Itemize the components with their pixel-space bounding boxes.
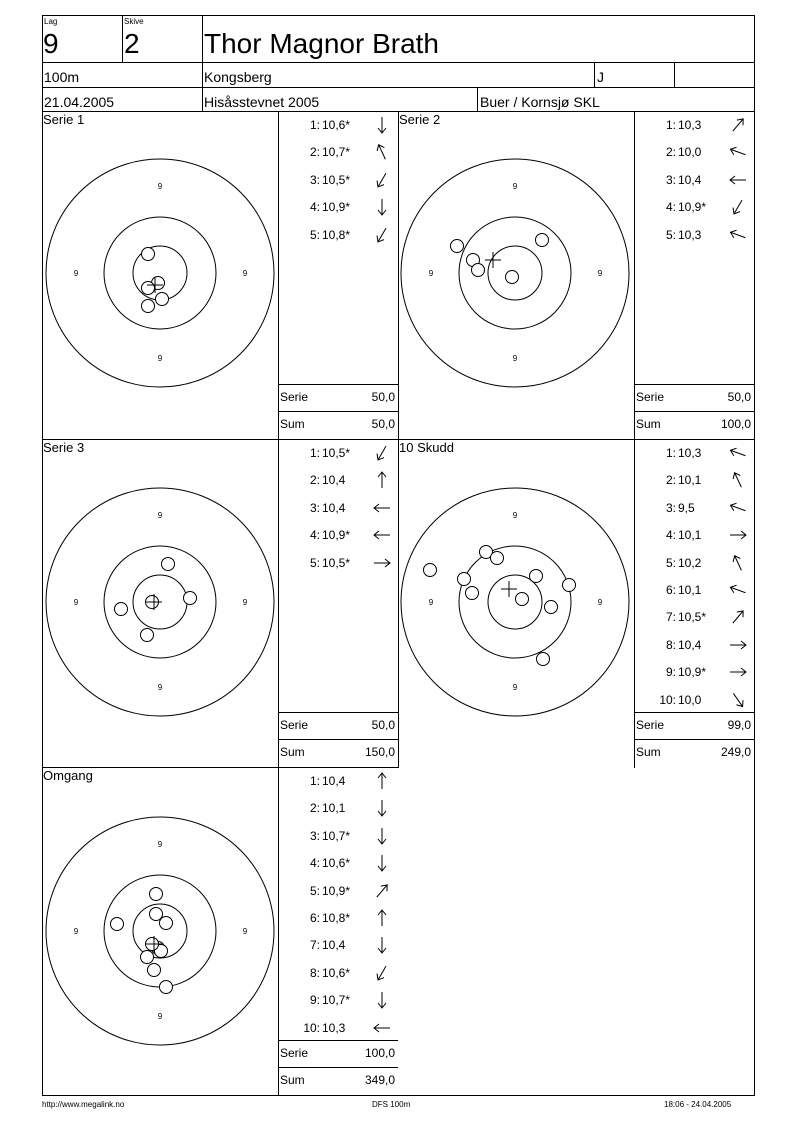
- serie-value: 50,0: [727, 390, 751, 404]
- shot-hole: [111, 918, 124, 931]
- shot-number: 4:: [665, 528, 676, 543]
- shot-row: [634, 115, 754, 135]
- shot-hole: [141, 629, 154, 642]
- sum-label: Sum: [280, 1073, 305, 1087]
- ring-label: 9: [242, 598, 248, 607]
- date: 21.04.2005: [44, 94, 115, 110]
- direction-arrow-icon: [373, 991, 391, 1009]
- ring-label: 9: [428, 598, 434, 607]
- shot-number: 4:: [309, 528, 320, 543]
- shot-hole: [537, 653, 550, 666]
- shot-row: [278, 853, 398, 873]
- sum-value: 150,0: [364, 745, 395, 759]
- direction-arrow-icon: [729, 663, 747, 681]
- shot-row: [278, 443, 398, 463]
- shot-number: 7:: [309, 938, 320, 953]
- direction-arrow-icon: [729, 554, 747, 572]
- shot-row: [278, 553, 398, 573]
- distance: 100m: [44, 69, 80, 85]
- direction-arrow-icon: [373, 827, 391, 845]
- footer-program: DFS 100m: [372, 1100, 411, 1109]
- shot-hole: [141, 951, 154, 964]
- direction-arrow-icon: [729, 471, 747, 489]
- direction-arrow-icon: [729, 226, 747, 244]
- shot-hole: [160, 917, 173, 930]
- shot-score: 10,7*: [322, 993, 351, 1008]
- shot-score: 10,4: [678, 637, 702, 652]
- lag-value: 9: [43, 28, 59, 59]
- ring-label: 9: [512, 354, 518, 363]
- shot-score: 10,3: [322, 1020, 346, 1035]
- club: Buer / Kornsjø SKL: [480, 94, 600, 110]
- sum-label: Sum: [280, 745, 305, 759]
- shot-score: 10,5*: [322, 446, 351, 460]
- sum-label: Sum: [636, 417, 661, 431]
- shot-hole: [530, 570, 543, 583]
- sum-label: Sum: [280, 417, 305, 431]
- shooter-name: Thor Magnor Brath: [204, 28, 439, 59]
- place: Kongsberg: [204, 69, 272, 85]
- shot-number: 7:: [665, 610, 676, 625]
- target-diagram: [395, 153, 635, 393]
- shot-number: 1:: [309, 118, 320, 132]
- shot-score: 10,9*: [322, 528, 351, 543]
- target-ring: [46, 817, 274, 1045]
- shot-score: 10,1: [678, 473, 702, 488]
- ring-label: 9: [242, 269, 248, 278]
- skive-label: Skive: [124, 17, 144, 26]
- direction-arrow-icon: [729, 608, 747, 626]
- ring-label: 9: [512, 182, 518, 191]
- ring-label: 9: [512, 511, 518, 520]
- direction-arrow-icon: [729, 198, 747, 216]
- shot-number: 5:: [309, 883, 320, 898]
- target-diagram: [40, 482, 280, 722]
- shot-score: 10,4: [322, 774, 346, 788]
- shot-number: 4:: [309, 856, 320, 871]
- shot-hole: [545, 601, 558, 614]
- shot-hole: [491, 552, 504, 565]
- shot-score: 10,9*: [678, 200, 707, 215]
- panel-title: Serie 2: [399, 112, 441, 127]
- serie-label: Serie: [280, 390, 309, 404]
- target-ring: [46, 159, 274, 387]
- shot-row: [634, 498, 754, 518]
- shot-hole: [536, 234, 549, 247]
- direction-arrow-icon: [729, 581, 747, 599]
- shot-number: 2:: [309, 473, 320, 488]
- shot-row: [278, 197, 398, 217]
- shot-row: [278, 170, 398, 190]
- serie-value: 99,0: [727, 718, 751, 732]
- shot-row: [278, 908, 398, 928]
- shot-row: [278, 881, 398, 901]
- panel-title: Serie 1: [43, 112, 85, 127]
- shot-hole: [142, 300, 155, 313]
- shot-row: [278, 990, 398, 1010]
- shot-row: [634, 170, 754, 190]
- serie-label: Serie: [636, 390, 665, 404]
- shot-number: 1:: [309, 774, 320, 788]
- shot-number: 5:: [309, 227, 320, 242]
- shot-score: 10,4: [322, 938, 346, 953]
- shot-row: [278, 963, 398, 983]
- ring-label: 9: [157, 840, 163, 849]
- shot-score: 10,4: [322, 500, 346, 515]
- shot-hole: [472, 264, 485, 277]
- sum-label: Sum: [636, 745, 661, 759]
- shot-number: 4:: [665, 200, 676, 215]
- shot-number: 3:: [665, 172, 676, 187]
- shot-hole: [150, 888, 163, 901]
- shot-score: 10,3: [678, 118, 702, 132]
- ring-label: 9: [157, 1012, 163, 1021]
- ring-label: 9: [242, 927, 248, 936]
- shot-number: 8:: [309, 965, 320, 980]
- shot-hole: [184, 592, 197, 605]
- shot-score: 10,7*: [322, 145, 351, 160]
- shot-score: 10,1: [678, 528, 702, 543]
- event: Hisåsstevnet 2005: [204, 94, 320, 110]
- ring-label: 9: [157, 511, 163, 520]
- shot-number: 3:: [665, 500, 676, 515]
- shot-number: 2:: [665, 473, 676, 488]
- target-ring: [401, 488, 629, 716]
- shot-number: 10:: [659, 692, 676, 707]
- serie-value: 50,0: [371, 390, 395, 404]
- shot-score: 10,9*: [322, 200, 351, 215]
- shot-row: [278, 826, 398, 846]
- shot-row: [278, 935, 398, 955]
- shot-row: [278, 142, 398, 162]
- shot-number: 9:: [309, 993, 320, 1008]
- shot-hole: [506, 271, 519, 284]
- shot-number: 10:: [303, 1020, 320, 1035]
- direction-arrow-icon: [373, 799, 391, 817]
- shot-number: 5:: [665, 555, 676, 570]
- ring-label: 9: [73, 927, 79, 936]
- shot-score: 10,0: [678, 145, 702, 160]
- shot-hole: [451, 240, 464, 253]
- shot-row: [634, 662, 754, 682]
- shot-score: 10,0: [678, 692, 702, 707]
- shot-row: [278, 470, 398, 490]
- ring-label: 9: [73, 598, 79, 607]
- ring-label: 9: [157, 182, 163, 191]
- direction-arrow-icon: [373, 471, 391, 489]
- shot-row: [634, 225, 754, 245]
- direction-arrow-icon: [729, 526, 747, 544]
- serie-label: Serie: [280, 718, 309, 732]
- direction-arrow-icon: [373, 909, 391, 927]
- direction-arrow-icon: [373, 116, 391, 134]
- lag-label: Lag: [44, 17, 58, 26]
- ring-label: 9: [512, 683, 518, 692]
- shot-hole: [156, 293, 169, 306]
- panel-title: 10 Skudd: [399, 440, 454, 455]
- direction-arrow-icon: [373, 143, 391, 161]
- shot-hole: [150, 908, 163, 921]
- shot-number: 9:: [665, 665, 676, 680]
- shot-number: 1:: [309, 446, 320, 460]
- shot-hole: [160, 981, 173, 994]
- panel-title: Omgang: [43, 768, 93, 783]
- shot-score: 10,3: [678, 227, 702, 242]
- shot-score: 10,9*: [678, 665, 707, 680]
- shot-hole: [516, 593, 529, 606]
- shot-row: [278, 225, 398, 245]
- skive-value: 2: [124, 28, 140, 59]
- direction-arrow-icon: [373, 444, 391, 462]
- shot-hole: [162, 558, 175, 571]
- shot-score: 10,4: [322, 473, 346, 488]
- shot-row: [634, 690, 754, 710]
- ring-label: 9: [157, 354, 163, 363]
- serie-label: Serie: [636, 718, 665, 732]
- shot-hole: [115, 603, 128, 616]
- shot-row: [634, 142, 754, 162]
- shot-number: 8:: [665, 637, 676, 652]
- direction-arrow-icon: [373, 198, 391, 216]
- serie-value: 50,0: [371, 718, 395, 732]
- direction-arrow-icon: [373, 964, 391, 982]
- shot-row: [634, 607, 754, 627]
- shot-number: 6:: [665, 583, 676, 597]
- shot-row: [278, 771, 398, 791]
- shot-hole: [466, 587, 479, 600]
- shot-score: 10,8*: [322, 911, 351, 925]
- shot-score: 10,4: [678, 172, 702, 187]
- serie-label: Serie: [280, 1046, 309, 1060]
- target-diagram: [40, 811, 280, 1051]
- shot-hole: [142, 248, 155, 261]
- ring-label: 9: [73, 269, 79, 278]
- footer-url[interactable]: http://www.megalink.no: [42, 1100, 125, 1109]
- shot-row: [634, 580, 754, 600]
- shot-score: 10,5*: [322, 555, 351, 570]
- shot-row: [278, 115, 398, 135]
- direction-arrow-icon: [373, 226, 391, 244]
- shot-score: 10,6*: [322, 118, 351, 132]
- target-ring: [488, 575, 542, 629]
- target-diagram: [395, 482, 635, 722]
- direction-arrow-icon: [373, 936, 391, 954]
- shot-row: [634, 443, 754, 463]
- shot-row: [278, 798, 398, 818]
- target-ring: [104, 217, 216, 329]
- direction-arrow-icon: [373, 1019, 391, 1037]
- sum-value: 50,0: [371, 417, 395, 431]
- shot-number: 4:: [309, 200, 320, 215]
- panel-title: Serie 3: [43, 440, 85, 455]
- shot-score: 10,8*: [322, 227, 351, 242]
- shot-score: 10,6*: [322, 856, 351, 871]
- shot-score: 10,6*: [322, 965, 351, 980]
- shot-score: 10,5*: [322, 172, 351, 187]
- direction-arrow-icon: [729, 116, 747, 134]
- class: J: [597, 69, 604, 85]
- shot-score: 10,1: [322, 801, 346, 816]
- shot-score: 10,3: [678, 446, 702, 460]
- direction-arrow-icon: [373, 772, 391, 790]
- sum-value: 249,0: [720, 745, 751, 759]
- shot-hole: [563, 579, 576, 592]
- direction-arrow-icon: [729, 444, 747, 462]
- serie-value: 100,0: [364, 1046, 395, 1060]
- shot-hole: [458, 573, 471, 586]
- direction-arrow-icon: [729, 691, 747, 709]
- direction-arrow-icon: [729, 636, 747, 654]
- shot-number: 2:: [665, 145, 676, 160]
- direction-arrow-icon: [373, 882, 391, 900]
- target-diagram: [40, 153, 280, 393]
- ring-label: 9: [428, 269, 434, 278]
- shot-number: 2:: [309, 801, 320, 816]
- direction-arrow-icon: [729, 499, 747, 517]
- shot-row: [278, 1018, 398, 1038]
- shot-number: 3:: [309, 172, 320, 187]
- shot-row: [634, 197, 754, 217]
- shot-number: 1:: [665, 446, 676, 460]
- direction-arrow-icon: [373, 526, 391, 544]
- shot-hole: [424, 564, 437, 577]
- sum-value: 349,0: [364, 1073, 395, 1087]
- shot-number: 6:: [309, 911, 320, 925]
- direction-arrow-icon: [373, 554, 391, 572]
- footer-timestamp: 18:06 - 24.04.2005: [664, 1100, 732, 1109]
- shot-row: [634, 470, 754, 490]
- shot-number: 2:: [309, 145, 320, 160]
- direction-arrow-icon: [373, 171, 391, 189]
- ring-label: 9: [157, 683, 163, 692]
- direction-arrow-icon: [729, 143, 747, 161]
- shot-score: 10,7*: [322, 828, 351, 843]
- sum-value: 100,0: [720, 417, 751, 431]
- shot-number: 1:: [665, 118, 676, 132]
- shot-row: [278, 525, 398, 545]
- shot-hole: [142, 282, 155, 295]
- shot-row: [634, 635, 754, 655]
- shot-score: 10,9*: [322, 883, 351, 898]
- shot-number: 5:: [309, 555, 320, 570]
- shot-row: [634, 553, 754, 573]
- shot-hole: [148, 964, 161, 977]
- direction-arrow-icon: [373, 854, 391, 872]
- shot-score: 10,1: [678, 583, 702, 597]
- shot-number: 3:: [309, 828, 320, 843]
- direction-arrow-icon: [729, 171, 747, 189]
- direction-arrow-icon: [373, 499, 391, 517]
- shot-score: 10,2: [678, 555, 702, 570]
- ring-label: 9: [597, 269, 603, 278]
- shot-number: 5:: [665, 227, 676, 242]
- shot-score: 10,5*: [678, 610, 707, 625]
- shot-row: [278, 498, 398, 518]
- shot-number: 3:: [309, 500, 320, 515]
- ring-label: 9: [597, 598, 603, 607]
- shot-row: [634, 525, 754, 545]
- shot-score: 9,5: [678, 500, 695, 515]
